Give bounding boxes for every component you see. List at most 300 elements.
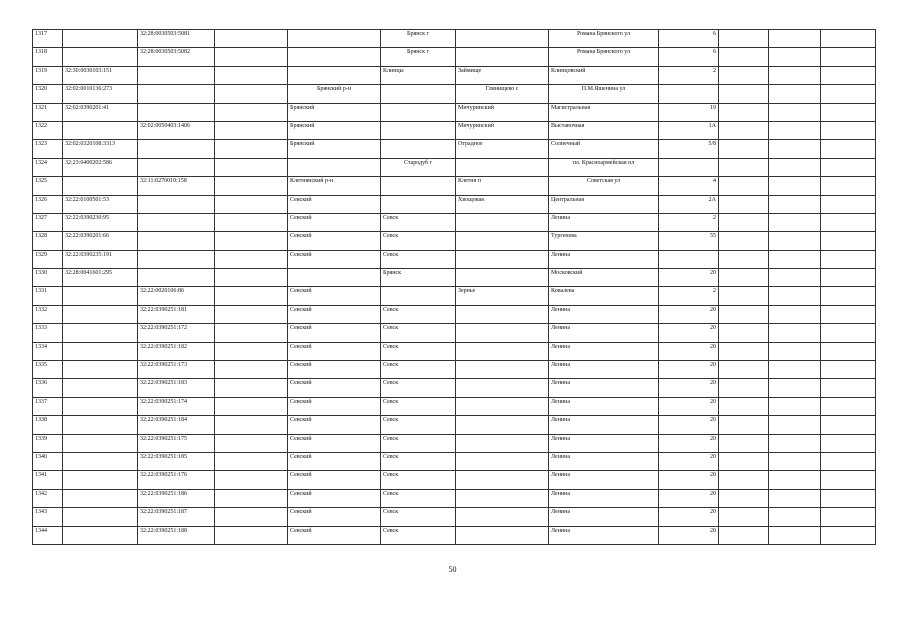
- cell-empty-column: [215, 250, 288, 268]
- cell-column-l: [821, 121, 876, 139]
- cell-row-number: 1338: [33, 416, 63, 434]
- table-row: [33, 416, 876, 434]
- cell-cadastral-number-building: 32:02:0050403:1406: [138, 121, 215, 139]
- cell-column-j: [719, 250, 769, 268]
- cell-empty-column: [215, 361, 288, 379]
- table-row: [33, 452, 876, 470]
- cell-street: Ленина: [549, 434, 659, 452]
- cell-street: Выставочная: [549, 121, 659, 139]
- cell-district: [288, 66, 381, 84]
- cell-column-l: [821, 232, 876, 250]
- cell-district: Брянский: [288, 140, 381, 158]
- cell-settlement: [456, 324, 549, 342]
- table-row: [33, 121, 876, 139]
- cell-cadastral-number-land: 32:22:0100501:53: [63, 195, 138, 213]
- cell-column-j: [719, 471, 769, 489]
- cell-column-k: [769, 30, 821, 48]
- cell-empty-column: [215, 232, 288, 250]
- cell-column-k: [769, 213, 821, 231]
- cell-column-l: [821, 85, 876, 103]
- cell-column-k: [769, 305, 821, 323]
- cell-column-j: [719, 397, 769, 415]
- table-row: [33, 250, 876, 268]
- cell-cadastral-number-land: [63, 324, 138, 342]
- cell-column-l: [821, 305, 876, 323]
- cell-street: Ленина: [549, 213, 659, 231]
- cell-column-l: [821, 324, 876, 342]
- cell-cadastral-number-building: 32:22:0390251:187: [138, 508, 215, 526]
- cell-district: [288, 30, 381, 48]
- cell-cadastral-number-land: 32:22:0390230:95: [63, 213, 138, 231]
- cell-house-number: 20: [659, 342, 719, 360]
- cell-cadastral-number-building: [138, 269, 215, 287]
- cell-city: Клинцы: [381, 66, 456, 84]
- cell-street: Ленина: [549, 489, 659, 507]
- cell-settlement: [456, 48, 549, 66]
- cell-column-k: [769, 397, 821, 415]
- cell-row-number: 1318: [33, 48, 63, 66]
- cell-street: Магистральная: [549, 103, 659, 121]
- cell-city: Севск: [381, 342, 456, 360]
- cell-row-number: 1340: [33, 452, 63, 470]
- cell-row-number: 1336: [33, 379, 63, 397]
- cell-row-number: 1332: [33, 305, 63, 323]
- cell-street: Тургенева: [549, 232, 659, 250]
- cell-cadastral-number-building: 32:22:0390251:182: [138, 342, 215, 360]
- cell-house-number: 20: [659, 324, 719, 342]
- cell-column-l: [821, 342, 876, 360]
- cell-street: Солнечный: [549, 140, 659, 158]
- registry-table: [32, 29, 876, 545]
- cell-row-number: 1320: [33, 85, 63, 103]
- cell-settlement: Мичуринский: [456, 121, 549, 139]
- cell-row-number: 1326: [33, 195, 63, 213]
- cell-street: Ленина: [549, 324, 659, 342]
- cell-column-k: [769, 379, 821, 397]
- cell-cadastral-number-building: 32:11:0270010:158: [138, 177, 215, 195]
- cell-house-number: 19: [659, 103, 719, 121]
- cell-column-k: [769, 140, 821, 158]
- cell-cadastral-number-land: 32:02:0320108:3313: [63, 140, 138, 158]
- cell-cadastral-number-land: [63, 434, 138, 452]
- cell-row-number: 1333: [33, 324, 63, 342]
- cell-city: Севск: [381, 324, 456, 342]
- cell-column-j: [719, 213, 769, 231]
- cell-house-number: [659, 158, 719, 176]
- cell-settlement: [456, 342, 549, 360]
- cell-column-j: [719, 195, 769, 213]
- cell-district: [288, 158, 381, 176]
- cell-city: [381, 140, 456, 158]
- cell-cadastral-number-building: 32:22:0390251:185: [138, 452, 215, 470]
- cell-row-number: 1335: [33, 361, 63, 379]
- cell-column-l: [821, 452, 876, 470]
- cell-column-k: [769, 66, 821, 84]
- cell-house-number: 20: [659, 269, 719, 287]
- cell-street: Ленина: [549, 379, 659, 397]
- cell-cadastral-number-building: 32:28:0030503:5081: [138, 30, 215, 48]
- cell-house-number: 20: [659, 416, 719, 434]
- cell-column-k: [769, 508, 821, 526]
- cell-city: Севск: [381, 471, 456, 489]
- cell-house-number: [659, 250, 719, 268]
- cell-column-k: [769, 232, 821, 250]
- cell-column-l: [821, 397, 876, 415]
- table-row: [33, 287, 876, 305]
- cell-city: Севск: [381, 250, 456, 268]
- cell-column-l: [821, 66, 876, 84]
- cell-cadastral-number-building: [138, 232, 215, 250]
- cell-column-k: [769, 269, 821, 287]
- cell-house-number: 20: [659, 379, 719, 397]
- cell-street: Центральная: [549, 195, 659, 213]
- cell-column-j: [719, 379, 769, 397]
- cell-settlement: Глинищево с: [456, 85, 549, 103]
- cell-district: Севский: [288, 287, 381, 305]
- cell-house-number: 6: [659, 30, 719, 48]
- cell-empty-column: [215, 103, 288, 121]
- cell-column-k: [769, 324, 821, 342]
- cell-column-j: [719, 269, 769, 287]
- cell-row-number: 1341: [33, 471, 63, 489]
- cell-cadastral-number-land: [63, 489, 138, 507]
- cell-column-l: [821, 489, 876, 507]
- cell-district: Севский: [288, 195, 381, 213]
- cell-column-k: [769, 158, 821, 176]
- cell-column-l: [821, 434, 876, 452]
- cell-district: Севский: [288, 397, 381, 415]
- cell-column-j: [719, 177, 769, 195]
- cell-row-number: 1328: [33, 232, 63, 250]
- cell-street: Московский: [549, 269, 659, 287]
- cell-cadastral-number-building: 32:22:0390251:172: [138, 324, 215, 342]
- cell-settlement: [456, 158, 549, 176]
- cell-street: Ленина: [549, 361, 659, 379]
- cell-column-j: [719, 489, 769, 507]
- cell-column-k: [769, 434, 821, 452]
- cell-street: Ленина: [549, 416, 659, 434]
- cell-column-j: [719, 85, 769, 103]
- cell-empty-column: [215, 48, 288, 66]
- cell-empty-column: [215, 434, 288, 452]
- cell-column-j: [719, 361, 769, 379]
- cell-column-j: [719, 452, 769, 470]
- cell-column-l: [821, 361, 876, 379]
- cell-settlement: [456, 526, 549, 544]
- cell-street: Ленина: [549, 526, 659, 544]
- cell-column-l: [821, 508, 876, 526]
- cell-district: Севский: [288, 526, 381, 544]
- cell-empty-column: [215, 177, 288, 195]
- cell-column-l: [821, 48, 876, 66]
- cell-column-l: [821, 30, 876, 48]
- cell-street: Романа Брянского ул: [549, 48, 659, 66]
- cell-row-number: 1339: [33, 434, 63, 452]
- cell-column-l: [821, 140, 876, 158]
- cell-settlement: Зернье: [456, 287, 549, 305]
- cell-row-number: 1325: [33, 177, 63, 195]
- cell-settlement: [456, 232, 549, 250]
- cell-column-j: [719, 103, 769, 121]
- cell-cadastral-number-land: [63, 379, 138, 397]
- cell-street: Ленина: [549, 471, 659, 489]
- cell-column-j: [719, 66, 769, 84]
- cell-column-l: [821, 416, 876, 434]
- cell-cadastral-number-land: [63, 508, 138, 526]
- cell-district: Севский: [288, 342, 381, 360]
- cell-empty-column: [215, 213, 288, 231]
- cell-column-l: [821, 195, 876, 213]
- cell-row-number: 1321: [33, 103, 63, 121]
- cell-row-number: 1324: [33, 158, 63, 176]
- cell-house-number: 20: [659, 434, 719, 452]
- table-row: [33, 232, 876, 250]
- cell-row-number: 1323: [33, 140, 63, 158]
- cell-district: Севский: [288, 452, 381, 470]
- table-row: [33, 361, 876, 379]
- cell-column-j: [719, 305, 769, 323]
- cell-settlement: [456, 305, 549, 323]
- cell-district: Севский: [288, 508, 381, 526]
- table-row: [33, 489, 876, 507]
- table-row: [33, 324, 876, 342]
- cell-city: Севск: [381, 526, 456, 544]
- cell-city: [381, 85, 456, 103]
- cell-column-l: [821, 250, 876, 268]
- cell-empty-column: [215, 30, 288, 48]
- cell-column-l: [821, 269, 876, 287]
- cell-column-j: [719, 48, 769, 66]
- cell-city: [381, 103, 456, 121]
- cell-row-number: 1317: [33, 30, 63, 48]
- cell-column-k: [769, 177, 821, 195]
- cell-cadastral-number-building: [138, 158, 215, 176]
- cell-street: Ленина: [549, 305, 659, 323]
- table-row: [33, 526, 876, 544]
- cell-city: Севск: [381, 452, 456, 470]
- cell-street: Ленина: [549, 250, 659, 268]
- cell-district: Севский: [288, 250, 381, 268]
- cell-cadastral-number-land: 32:02:0010136:273: [63, 85, 138, 103]
- cell-column-l: [821, 526, 876, 544]
- table-row: [33, 30, 876, 48]
- cell-cadastral-number-land: 32:02:0390201:41: [63, 103, 138, 121]
- cell-house-number: 20: [659, 452, 719, 470]
- cell-house-number: 2: [659, 287, 719, 305]
- cell-column-j: [719, 324, 769, 342]
- cell-cadastral-number-land: 32:23:0400202:586: [63, 158, 138, 176]
- cell-settlement: [456, 434, 549, 452]
- cell-settlement: [456, 269, 549, 287]
- cell-settlement: [456, 489, 549, 507]
- cell-city: [381, 121, 456, 139]
- table-row: [33, 140, 876, 158]
- cell-settlement: Клетня п: [456, 177, 549, 195]
- cell-empty-column: [215, 195, 288, 213]
- table-row: [33, 213, 876, 231]
- cell-district: [288, 269, 381, 287]
- cell-city: Стародуб г: [381, 158, 456, 176]
- cell-street: Советская ул: [549, 177, 659, 195]
- cell-empty-column: [215, 526, 288, 544]
- table-row: [33, 48, 876, 66]
- cell-empty-column: [215, 489, 288, 507]
- cell-house-number: 55: [659, 232, 719, 250]
- cell-city: [381, 177, 456, 195]
- cell-house-number: 20: [659, 471, 719, 489]
- cell-cadastral-number-land: [63, 361, 138, 379]
- cell-cadastral-number-land: [63, 30, 138, 48]
- table-row: [33, 508, 876, 526]
- cell-row-number: 1330: [33, 269, 63, 287]
- cell-cadastral-number-building: 32:22:0390251:176: [138, 471, 215, 489]
- cell-street: Ленина: [549, 452, 659, 470]
- cell-district: Севский: [288, 471, 381, 489]
- table-row: [33, 471, 876, 489]
- cell-city: Севск: [381, 434, 456, 452]
- cell-column-k: [769, 526, 821, 544]
- cell-street: П.М.Яшенина ул: [549, 85, 659, 103]
- cell-cadastral-number-land: 32:28:0041601:295: [63, 269, 138, 287]
- cell-column-k: [769, 452, 821, 470]
- cell-empty-column: [215, 508, 288, 526]
- cell-district: Севский: [288, 232, 381, 250]
- cell-row-number: 1319: [33, 66, 63, 84]
- cell-column-j: [719, 416, 769, 434]
- cell-column-j: [719, 232, 769, 250]
- cell-column-j: [719, 140, 769, 158]
- cell-cadastral-number-land: [63, 526, 138, 544]
- cell-column-k: [769, 48, 821, 66]
- cell-cadastral-number-land: [63, 121, 138, 139]
- cell-district: Севский: [288, 489, 381, 507]
- cell-empty-column: [215, 324, 288, 342]
- cell-cadastral-number-building: [138, 213, 215, 231]
- cell-house-number: 20: [659, 397, 719, 415]
- cell-cadastral-number-building: [138, 195, 215, 213]
- cell-cadastral-number-land: [63, 305, 138, 323]
- cell-district: Клетнянский р-н: [288, 177, 381, 195]
- cell-district: Севский: [288, 213, 381, 231]
- table-row: [33, 158, 876, 176]
- cell-house-number: 5/8: [659, 140, 719, 158]
- cell-column-j: [719, 30, 769, 48]
- cell-cadastral-number-land: [63, 471, 138, 489]
- cell-empty-column: [215, 471, 288, 489]
- cell-column-l: [821, 379, 876, 397]
- cell-district: Севский: [288, 434, 381, 452]
- table-row: [33, 66, 876, 84]
- cell-settlement: Займище: [456, 66, 549, 84]
- cell-settlement: [456, 213, 549, 231]
- cell-district: Севский: [288, 361, 381, 379]
- cell-district: Брянский р-н: [288, 85, 381, 103]
- cell-column-j: [719, 158, 769, 176]
- cell-cadastral-number-building: 32:22:0390251:183: [138, 379, 215, 397]
- cell-cadastral-number-building: 32:22:0390251:173: [138, 361, 215, 379]
- cell-settlement: [456, 471, 549, 489]
- cell-column-j: [719, 121, 769, 139]
- cell-column-k: [769, 416, 821, 434]
- cell-cadastral-number-building: 32:22:0390251:181: [138, 305, 215, 323]
- cell-cadastral-number-land: 32:22:0390235:191: [63, 250, 138, 268]
- cell-house-number: [659, 85, 719, 103]
- table-row: [33, 342, 876, 360]
- cell-empty-column: [215, 342, 288, 360]
- page-number: 50: [448, 565, 457, 574]
- cell-house-number: 2: [659, 66, 719, 84]
- cell-cadastral-number-land: [63, 177, 138, 195]
- cell-street: Ленина: [549, 397, 659, 415]
- table-row: [33, 269, 876, 287]
- cell-district: Брянский: [288, 121, 381, 139]
- cell-district: [288, 48, 381, 66]
- cell-row-number: 1334: [33, 342, 63, 360]
- cell-column-k: [769, 342, 821, 360]
- cell-cadastral-number-building: 32:22:0390251:175: [138, 434, 215, 452]
- cell-cadastral-number-building: 32:28:0030503:5082: [138, 48, 215, 66]
- cell-column-k: [769, 121, 821, 139]
- cell-house-number: 6: [659, 48, 719, 66]
- cell-empty-column: [215, 397, 288, 415]
- cell-cadastral-number-land: [63, 342, 138, 360]
- cell-column-j: [719, 434, 769, 452]
- cell-city: Севск: [381, 508, 456, 526]
- cell-settlement: [456, 379, 549, 397]
- cell-row-number: 1342: [33, 489, 63, 507]
- cell-empty-column: [215, 85, 288, 103]
- cell-column-k: [769, 250, 821, 268]
- table-row: [33, 195, 876, 213]
- cell-city: Брянск г: [381, 30, 456, 48]
- cell-cadastral-number-land: [63, 48, 138, 66]
- cell-row-number: 1343: [33, 508, 63, 526]
- cell-empty-column: [215, 379, 288, 397]
- table-row: [33, 103, 876, 121]
- cell-column-l: [821, 287, 876, 305]
- cell-street: пл. Красноармейская пл: [549, 158, 659, 176]
- cell-column-j: [719, 287, 769, 305]
- cell-column-k: [769, 489, 821, 507]
- cell-city: Севск: [381, 232, 456, 250]
- cell-empty-column: [215, 121, 288, 139]
- cell-column-k: [769, 471, 821, 489]
- cell-settlement: [456, 30, 549, 48]
- cell-district: Брянский: [288, 103, 381, 121]
- cell-column-k: [769, 85, 821, 103]
- cell-column-k: [769, 103, 821, 121]
- cell-cadastral-number-building: [138, 140, 215, 158]
- cell-column-l: [821, 158, 876, 176]
- cell-settlement: Хвощовая: [456, 195, 549, 213]
- cell-cadastral-number-building: 32:22:0020106:86: [138, 287, 215, 305]
- cell-row-number: 1331: [33, 287, 63, 305]
- cell-cadastral-number-land: [63, 416, 138, 434]
- cell-city: Севск: [381, 416, 456, 434]
- cell-settlement: [456, 361, 549, 379]
- table-body: [33, 30, 876, 545]
- cell-settlement: [456, 397, 549, 415]
- cell-city: [381, 195, 456, 213]
- cell-cadastral-number-land: [63, 397, 138, 415]
- cell-city: Брянск: [381, 269, 456, 287]
- cell-city: Брянск г: [381, 48, 456, 66]
- cell-cadastral-number-building: 32:22:0390251:188: [138, 526, 215, 544]
- cell-cadastral-number-land: [63, 287, 138, 305]
- cell-district: Севский: [288, 324, 381, 342]
- cell-empty-column: [215, 416, 288, 434]
- cell-column-j: [719, 526, 769, 544]
